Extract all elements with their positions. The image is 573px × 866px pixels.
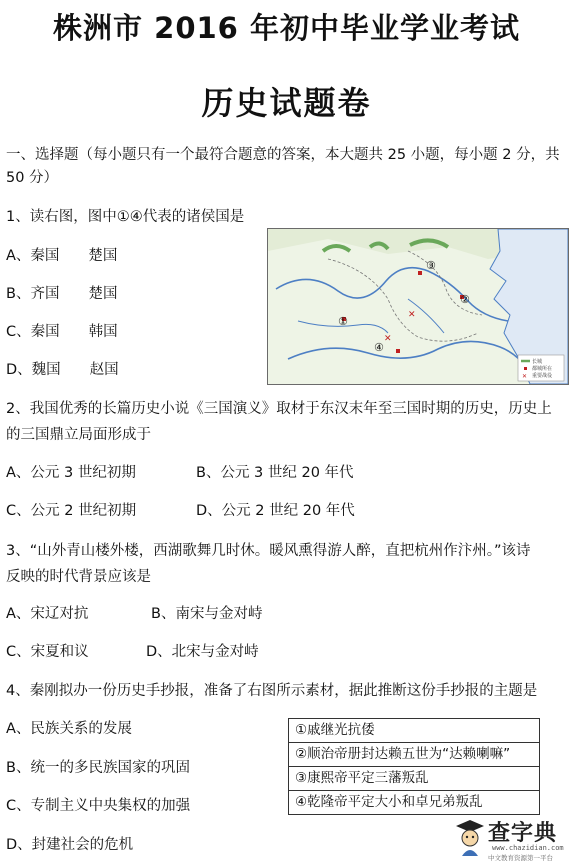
q2-option-c: C、公元 2 世纪初期: [6, 503, 137, 519]
state-boundary: [408, 251, 482, 315]
q2-stem-cont: 的三国鼎立局面形成于: [6, 427, 151, 443]
q4-material-3: ③康熙帝平定三藩叛乱: [289, 767, 539, 791]
map-drawing: [268, 229, 568, 384]
mascot-eye: [472, 836, 474, 838]
legend-capital-swatch: [524, 367, 527, 370]
map-legend: [518, 355, 564, 381]
q4-material-2: ②顺治帝册封达赖五世为“达赖喇嘛”: [289, 743, 539, 767]
yangtze-river: [288, 341, 530, 371]
legend-battle-label: 重要战役: [532, 373, 553, 379]
q4-option-d: D、封建社会的危机: [6, 837, 134, 853]
q2-option-a: A、公元 3 世纪初期: [6, 465, 136, 481]
q4-material-1: ①戚继光抗倭: [289, 719, 539, 743]
q3-stem: 3、“山外青山楼外楼，西湖歌舞几时休。暖风熏得游人醉，直把杭州作汴州。”该诗: [6, 543, 531, 559]
q1-option-b: B、齐国 楚国: [6, 286, 118, 302]
q4-option-a: A、民族关系的发展: [6, 721, 132, 737]
map-marker-3: ③: [426, 259, 436, 272]
battle-mark: ✕: [384, 334, 392, 344]
exam-title: 株洲市 2016 年初中毕业学业考试: [53, 11, 520, 45]
mascot-eye: [466, 836, 468, 838]
capital-marker: [396, 349, 400, 353]
mascot-body: [462, 850, 478, 856]
battle-mark: ✕: [408, 310, 416, 320]
q2-option-b: B、公元 3 世纪 20 年代: [196, 465, 354, 481]
q4-option-b: B、统一的多民族国家的巩固: [6, 760, 190, 776]
q1-option-d: D、魏国 赵国: [6, 362, 119, 378]
graduate-mascot-icon: [454, 818, 486, 858]
q3-option-b: B、南宋与金对峙: [151, 606, 263, 622]
q4-option-c: C、专制主义中央集权的加强: [6, 798, 191, 814]
legend-wall-label: 长城: [532, 359, 543, 365]
legend-capital-label: 都城所在: [532, 366, 553, 372]
q3-option-a: A、宋辽对抗: [6, 606, 89, 622]
capital-marker: [418, 271, 422, 275]
watermark-tagline: 中文教育资源第一平台: [488, 854, 553, 862]
warring-states-map: [267, 228, 569, 385]
section-instructions: 一、选择题（每小题只有一个最符合题意的答案，本大题共 25 小题，每小题 2 分，共: [6, 147, 560, 163]
map-marker-4: ④: [374, 341, 384, 354]
paper-title: 历史试题卷: [201, 84, 372, 122]
state-boundary: [328, 259, 478, 341]
q2-option-d: D、公元 2 世纪 20 年代: [196, 503, 355, 519]
map-marker-1: ①: [338, 315, 348, 328]
q4-stem: 4、秦刚拟办一份历史手抄报，准备了右图所示素材，据此推断这份手抄报的主题是: [6, 683, 538, 699]
legend-battle-swatch: ✕: [522, 373, 528, 380]
q1-stem: 1、读右图，图中①④代表的诸侯国是: [6, 209, 245, 225]
q3-option-c: C、宋夏和议: [6, 644, 89, 660]
q3-option-d: D、北宋与金对峙: [146, 644, 259, 660]
mascot-face: [462, 830, 478, 846]
q4-materials-box: [288, 718, 540, 815]
q3-stem-cont: 反映的时代背景应该是: [6, 569, 151, 585]
q1-option-a: A、秦国 楚国: [6, 248, 118, 264]
q4-material-4: ④乾隆帝平定大小和卓兄弟叛乱: [295, 794, 483, 810]
watermark-brand: 查字典: [488, 821, 558, 846]
q2-stem: 2、我国优秀的长篇历史小说《三国演义》取材于东汉末年至三国时期的历史，历史上: [6, 401, 552, 417]
q1-option-c: C、秦国 韩国: [6, 324, 118, 340]
watermark-site: www.chazidian.com: [492, 844, 564, 852]
chazidian-watermark: [452, 814, 570, 862]
section-instructions-cont: 50 分）: [6, 170, 59, 186]
yellow-river: [276, 268, 508, 321]
map-marker-2: ②: [460, 293, 470, 306]
great-wall-segment: [323, 246, 350, 251]
